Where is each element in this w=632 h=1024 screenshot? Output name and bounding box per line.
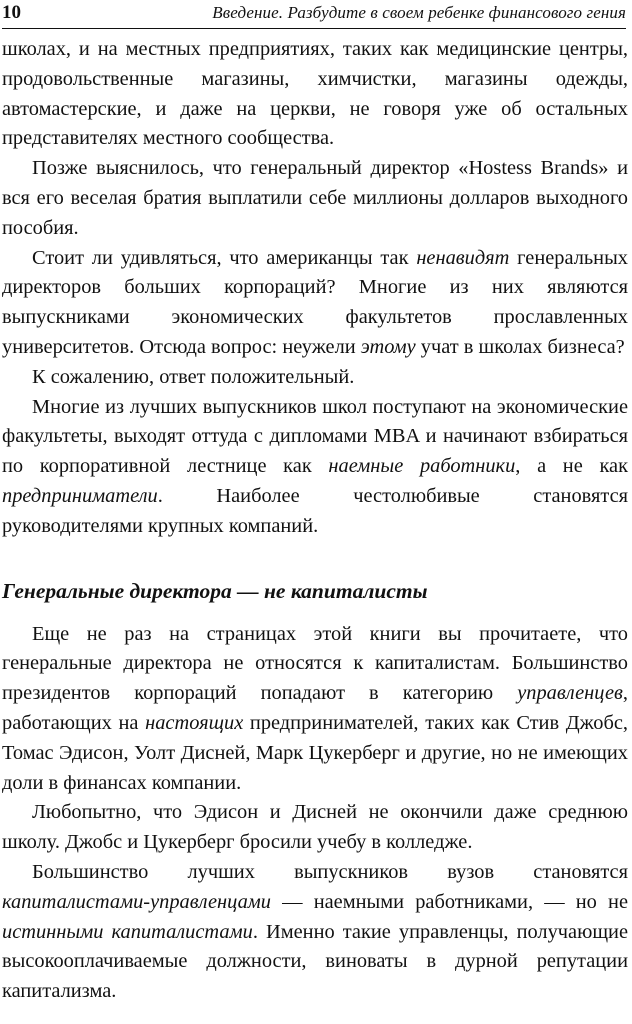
text-segment: К сожалению, ответ положительный.	[32, 365, 355, 388]
italic-text: капиталистами-управленцами	[2, 890, 271, 913]
text-segment: Позже выяснилось, что генеральный директор «Hostess Brands» и вся его веселая братия выплатили себе миллионы долларов выходного пособия.	[2, 157, 628, 239]
text-segment: Еще не раз на страницах этой книги вы прочитаете, что генеральные директора не относятся к капиталистам. Большинство президентов корпораций попадают в категорию	[2, 622, 628, 705]
paragraph	[2, 35, 628, 154]
text-segment: Любопытно, что Эдисон и Дисней не окончили даже среднюю школу. Джобс и Цукерберг бросили учебу в колледже.	[2, 801, 628, 854]
italic-text: ненавидят	[416, 246, 510, 269]
section-heading: Генеральные директора — не капиталисты	[2, 578, 428, 603]
body-text-bottom	[2, 620, 628, 1007]
italic-text: настоящих	[145, 711, 244, 734]
text-segment: , а не как	[515, 455, 628, 478]
paragraph	[2, 154, 628, 243]
italic-text: предприниматели	[2, 484, 158, 507]
italic-text: истинными капиталистами	[2, 920, 253, 943]
paragraph	[2, 393, 628, 542]
paragraph	[2, 858, 628, 1007]
paragraph	[2, 244, 628, 363]
page-header	[2, 0, 626, 29]
text-segment: . Именно такие управленцы, получающие высокооплачиваемые должности, виноваты в дурной репутации капитализма.	[2, 920, 628, 1003]
text-segment: Стоит ли удивляться, что американцы так	[32, 246, 417, 269]
page-number: 10	[2, 2, 21, 23]
text-segment: Большинство лучших выпускников вузов становятся	[32, 860, 628, 883]
text-segment: предпринимателей, таких как Стив Джобс, Томас Эдисон, Уолт Дисней, Марк Цукерберг и другие, но не имеющих доли в финансах компании.	[2, 711, 628, 794]
italic-text: этому	[360, 335, 416, 358]
italic-text: наемные работники	[328, 455, 516, 478]
paragraph	[2, 363, 628, 393]
text-segment: школах, и на местных предприятиях, таких как медицинские центры, продовольственные магазины, химчистки, магазины одежды, автомастерские, и даже на церкви, не говоря уже об остальных представителях местного сообщества.	[2, 38, 628, 150]
body-text-top	[2, 35, 628, 542]
paragraph	[2, 798, 628, 858]
text-segment: — наемными работниками, — но не	[271, 890, 628, 913]
text-segment: генеральных директоров больших корпораций? Многие из них являются выпускниками экономических факультетов прославленных университетов. Отсюда вопрос: неужели	[2, 246, 628, 358]
text-segment: учат в школах бизнеса?	[415, 335, 625, 358]
paragraph	[2, 620, 628, 799]
running-title: Введение. Разбудите в своем ребенке финансового гения	[212, 3, 626, 22]
italic-text: управленцев	[517, 682, 623, 705]
text-segment: , работающих на	[2, 682, 628, 734]
text-segment: Многие из лучших выпускников школ поступают на экономические факультеты, выходят оттуда с дипломами MBA и начинают взбираться по корпоративной лестнице как	[2, 395, 628, 478]
text-segment: . Наиболее честолюбивые становятся руководителями крупных компаний.	[2, 484, 628, 537]
